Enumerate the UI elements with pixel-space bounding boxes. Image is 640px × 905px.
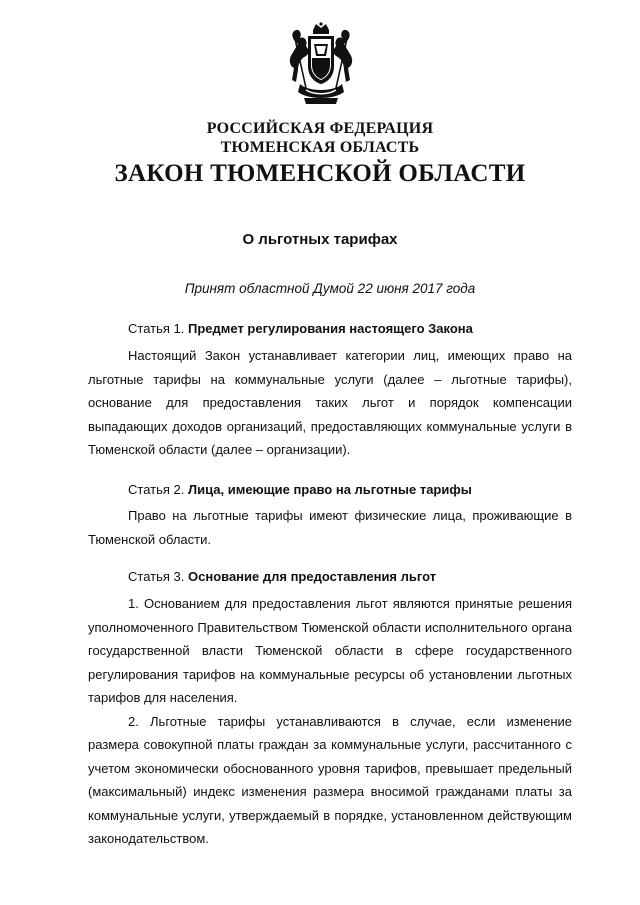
article-1-title: Предмет регулирования настоящего Закона xyxy=(188,321,473,336)
article-1-body xyxy=(88,344,572,462)
header-region: ТЮМЕНСКАЯ ОБЛАСТЬ xyxy=(220,139,420,156)
header-country: РОССИЙСКАЯ ФЕДЕРАЦИЯ xyxy=(206,120,434,137)
article-2-label: Статья 2. xyxy=(128,482,185,497)
article-1-label: Статья 1. xyxy=(128,321,185,336)
article-3-paragraph-2: 2. Льготные тарифы устанавливаются в случае, если изменение размера совокупной платы граждан за коммунальные услуги, рассчитанного с учетом экономически обоснованного уровня тарифов, превышает предельный (максимальный) индекс изменения размера вносимой гражданами платы за коммунальные услуги, утверждаемый в порядке, установленном действующим законодательством. xyxy=(88,713,572,846)
article-2-body xyxy=(88,504,572,551)
law-title: ЗАКОН ТЮМЕНСКОЙ ОБЛАСТИ xyxy=(114,160,526,187)
article-3-heading xyxy=(128,569,436,584)
article-3-paragraph-1: 1. Основанием для предоставления льгот являются принятые решения уполномоченного Правительством Тюменской области исполнительного органа государственной власти Тюменской области в сфере государственного регулирования тарифов на коммунальные ресурсы об установлении льготных тарифов для населения. xyxy=(88,596,572,705)
article-2-paragraph: Право на льготные тарифы имеют физические лица, проживающие в Тюменской области. xyxy=(88,508,572,547)
article-3-label: Статья 3. xyxy=(128,569,185,584)
article-1-heading xyxy=(128,321,473,336)
document-subject: О льготных тарифах xyxy=(242,231,398,248)
article-3-title: Основание для предоставления льгот xyxy=(188,569,437,584)
adoption-note: Принят областной Думой 22 июня 2017 года xyxy=(184,281,476,296)
tyumen-coat-of-arms-icon xyxy=(286,22,356,106)
article-2-title: Лица, имеющие право на льготные тарифы xyxy=(188,482,472,497)
article-3-body xyxy=(88,592,572,851)
article-2-heading xyxy=(128,482,472,497)
article-1-paragraph: Настоящий Закон устанавливает категории лиц, имеющих право на льготные тарифы на коммунальные услуги (далее – льготные тарифы), основание для предоставления таких льгот и порядок компенсации выпадающих доходов организаций, предоставляющих коммунальные услуги в Тюменской области (далее – организации). xyxy=(88,348,572,457)
